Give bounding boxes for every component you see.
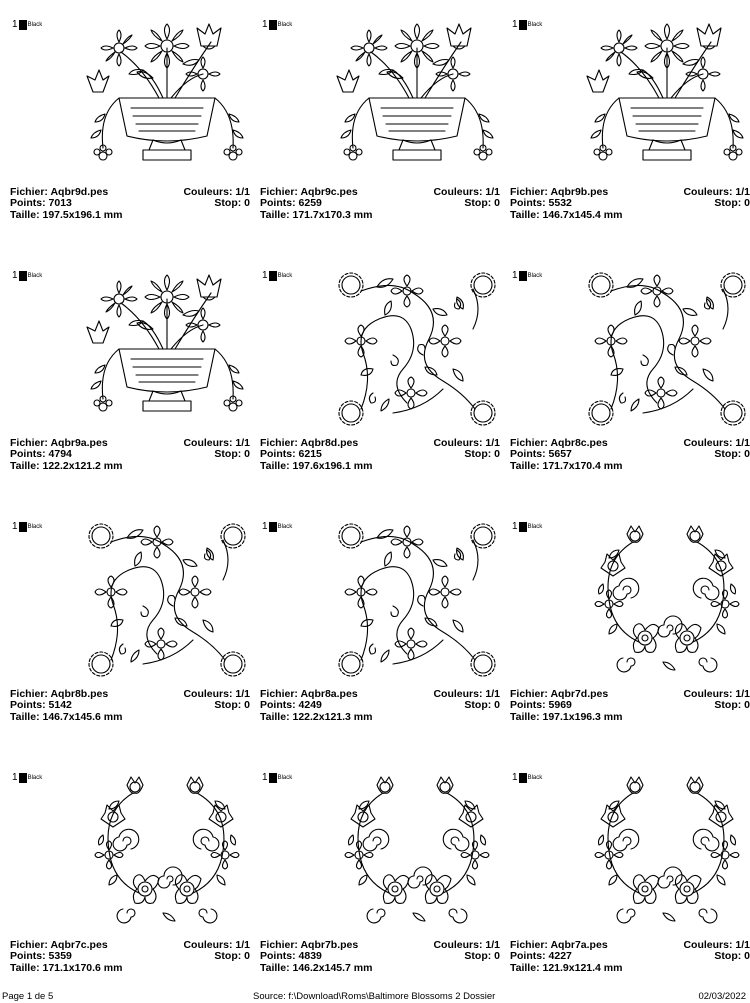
design-info [260,940,500,974]
design-card [260,251,500,496]
color-number: 1 [12,19,18,30]
color-number: 1 [262,772,268,783]
stop-line: Stop: 0 [464,197,500,210]
color-key [512,772,542,784]
color-number: 1 [512,772,518,783]
file-line: Fichier: Aqbr9c.pes [260,186,358,198]
stop-value: 0 [744,197,750,210]
colors-value: 1/1 [235,186,250,198]
stop-value: 0 [244,448,250,461]
file-name: Aqbr7b.pes [300,939,359,951]
stop-value: 0 [244,950,250,963]
size-line: Taille: 197.5x196.1 mm [10,208,123,221]
points-value: 4839 [298,950,322,963]
color-key [12,19,42,31]
points-line: Points: 4794 [10,448,72,461]
size-line: Taille: 122.2x121.3 mm [260,710,373,723]
design-info [10,940,250,974]
size-value: 197.1x196.3 mm [542,710,623,723]
size-line: Taille: 122.2x121.2 mm [10,459,123,472]
size-line: Taille: 121.9x121.4 mm [510,961,623,974]
points-value: 4249 [298,699,322,712]
file-line: Fichier: Aqbr8a.pes [260,688,358,700]
color-swatch [519,773,527,783]
points-line: Points: 5657 [510,448,572,461]
file-name: Aqbr9d.pes [50,186,109,198]
size-value: 171.1x170.6 mm [42,961,123,974]
colors-line: Couleurs: 1/1 [683,939,750,951]
points-line: Points: 7013 [10,197,72,210]
color-name: Black [277,524,293,530]
size-value: 122.2x121.2 mm [42,459,123,472]
stop-line: Stop: 0 [214,197,250,210]
colors-line: Couleurs: 1/1 [433,939,500,951]
color-swatch [269,773,277,783]
size-value: 122.2x121.3 mm [292,710,373,723]
design-card [510,251,750,496]
color-key [12,270,42,282]
points-value: 5359 [48,950,72,963]
color-swatch [19,522,27,532]
color-name: Black [277,273,293,279]
vase-bouquet-icon [83,269,251,429]
color-number: 1 [262,270,268,281]
file-name: Aqbr7a.pes [550,939,608,951]
points-value: 7013 [48,197,72,210]
colors-line: Couleurs: 1/1 [183,186,250,198]
stop-value: 0 [244,699,250,712]
color-name: Black [277,22,293,28]
floral-vine-square-icon [333,520,501,680]
color-key [12,521,42,533]
colors-line: Couleurs: 1/1 [433,688,500,700]
color-key [262,521,292,533]
size-value: 146.2x145.7 mm [292,961,373,974]
colors-value: 1/1 [485,939,500,951]
colors-value: 1/1 [235,437,250,449]
stop-value: 0 [744,699,750,712]
design-card [510,753,750,998]
file-line: Fichier: Aqbr8d.pes [260,437,359,449]
print-date: 02/03/2022 [698,991,746,1002]
file-line: Fichier: Aqbr9b.pes [510,186,609,198]
points-value: 4794 [48,448,72,461]
design-card [10,251,250,496]
color-swatch [269,20,277,30]
color-name: Black [27,775,43,781]
color-number: 1 [512,270,518,281]
colors-value: 1/1 [735,437,750,449]
points-value: 4227 [548,950,572,963]
color-number: 1 [512,521,518,532]
stop-line: Stop: 0 [464,950,500,963]
design-info [510,187,750,221]
size-value: 197.5x196.1 mm [42,208,123,221]
file-name: Aqbr7c.pes [50,939,108,951]
color-name: Black [527,775,543,781]
color-key [12,772,42,784]
colors-value: 1/1 [735,186,750,198]
points-line: Points: 6215 [260,448,322,461]
page-number: Page 1 de 5 [2,991,54,1002]
color-swatch [269,271,277,281]
colors-value: 1/1 [735,688,750,700]
file-name: Aqbr9a.pes [50,437,108,449]
color-swatch [519,271,527,281]
color-swatch [19,271,27,281]
size-value: 146.7x145.6 mm [42,710,123,723]
color-swatch [19,773,27,783]
colors-value: 1/1 [485,186,500,198]
design-info [260,689,500,723]
vase-bouquet-icon [583,18,750,178]
size-value: 121.9x121.4 mm [542,961,623,974]
color-key [512,19,542,31]
design-info [510,438,750,472]
design-info [10,438,250,472]
file-line: Fichier: Aqbr7d.pes [510,688,609,700]
colors-line: Couleurs: 1/1 [183,939,250,951]
size-value: 146.7x145.4 mm [542,208,623,221]
colors-line: Couleurs: 1/1 [683,186,750,198]
color-name: Black [27,273,43,279]
stop-line: Stop: 0 [214,448,250,461]
design-info [260,187,500,221]
size-line: Taille: 171.7x170.3 mm [260,208,373,221]
size-line: Taille: 197.1x196.3 mm [510,710,623,723]
design-info [10,187,250,221]
design-info [510,689,750,723]
size-line: Taille: 197.6x196.1 mm [260,459,373,472]
design-card [260,753,500,998]
size-line: Taille: 146.7x145.6 mm [10,710,123,723]
color-name: Black [27,22,43,28]
colors-value: 1/1 [485,437,500,449]
file-name: Aqbr8c.pes [550,437,608,449]
color-swatch [269,522,277,532]
points-value: 5532 [548,197,572,210]
vase-bouquet-icon [333,18,501,178]
file-line: Fichier: Aqbr7a.pes [510,939,608,951]
colors-value: 1/1 [235,939,250,951]
floral-wreath-icon [583,520,750,680]
points-value: 5969 [548,699,572,712]
size-line: Taille: 146.7x145.4 mm [510,208,623,221]
points-value: 5657 [548,448,572,461]
design-card [10,0,250,245]
floral-wreath-icon [583,771,750,931]
stop-value: 0 [494,950,500,963]
design-card [10,753,250,998]
page-footer [0,990,750,1003]
floral-wreath-icon [333,771,501,931]
file-name: Aqbr9c.pes [300,186,358,198]
colors-line: Couleurs: 1/1 [433,186,500,198]
color-name: Black [277,775,293,781]
color-swatch [19,20,27,30]
size-line: Taille: 171.7x170.4 mm [510,459,623,472]
color-swatch [519,20,527,30]
points-line: Points: 5142 [10,699,72,712]
colors-line: Couleurs: 1/1 [683,437,750,449]
color-key [512,270,542,282]
size-value: 171.7x170.4 mm [542,459,623,472]
design-card [260,502,500,747]
color-number: 1 [12,521,18,532]
design-info [10,689,250,723]
color-key [262,772,292,784]
stop-line: Stop: 0 [714,448,750,461]
stop-line: Stop: 0 [464,448,500,461]
colors-line: Couleurs: 1/1 [433,437,500,449]
color-name: Black [527,273,543,279]
points-line: Points: 6259 [260,197,322,210]
colors-value: 1/1 [485,688,500,700]
stop-value: 0 [244,197,250,210]
file-name: Aqbr8b.pes [50,688,109,700]
colors-value: 1/1 [735,939,750,951]
stop-value: 0 [744,448,750,461]
color-key [262,19,292,31]
size-line: Taille: 171.1x170.6 mm [10,961,123,974]
size-line: Taille: 146.2x145.7 mm [260,961,373,974]
color-number: 1 [262,521,268,532]
color-name: Black [527,22,543,28]
design-card [510,0,750,245]
points-line: Points: 5532 [510,197,572,210]
design-card [10,502,250,747]
stop-value: 0 [494,197,500,210]
colors-line: Couleurs: 1/1 [183,437,250,449]
file-line: Fichier: Aqbr7c.pes [10,939,108,951]
source-path: Source: f:\Download\Roms\Baltimore Blossoms 2 Dossier [253,991,496,1002]
color-number: 1 [12,270,18,281]
points-value: 6259 [298,197,322,210]
floral-wreath-icon [83,771,251,931]
stop-line: Stop: 0 [714,699,750,712]
stop-line: Stop: 0 [214,699,250,712]
stop-line: Stop: 0 [714,950,750,963]
points-value: 5142 [48,699,72,712]
file-name: Aqbr8d.pes [300,437,359,449]
floral-vine-square-icon [333,269,501,429]
points-line: Points: 5359 [10,950,72,963]
file-name: Aqbr7d.pes [550,688,609,700]
design-card [510,502,750,747]
stop-value: 0 [494,699,500,712]
file-line: Fichier: Aqbr9d.pes [10,186,109,198]
floral-vine-square-icon [583,269,750,429]
size-value: 197.6x196.1 mm [292,459,373,472]
file-name: Aqbr9b.pes [550,186,609,198]
color-number: 1 [262,19,268,30]
color-swatch [519,522,527,532]
colors-line: Couleurs: 1/1 [683,688,750,700]
stop-line: Stop: 0 [714,197,750,210]
file-name: Aqbr8a.pes [300,688,358,700]
color-key [512,521,542,533]
color-number: 1 [12,772,18,783]
vase-bouquet-icon [83,18,251,178]
color-name: Black [27,524,43,530]
design-info [260,438,500,472]
design-info [510,940,750,974]
color-key [262,270,292,282]
file-line: Fichier: Aqbr8c.pes [510,437,608,449]
stop-value: 0 [744,950,750,963]
points-line: Points: 4249 [260,699,322,712]
file-line: Fichier: Aqbr7b.pes [260,939,359,951]
floral-vine-square-icon [83,520,251,680]
file-line: Fichier: Aqbr9a.pes [10,437,108,449]
color-name: Black [527,524,543,530]
design-card [260,0,500,245]
points-line: Points: 5969 [510,699,572,712]
stop-value: 0 [494,448,500,461]
points-value: 6215 [298,448,322,461]
color-number: 1 [512,19,518,30]
stop-line: Stop: 0 [214,950,250,963]
file-line: Fichier: Aqbr8b.pes [10,688,109,700]
colors-line: Couleurs: 1/1 [183,688,250,700]
points-line: Points: 4227 [510,950,572,963]
colors-value: 1/1 [235,688,250,700]
stop-line: Stop: 0 [464,699,500,712]
size-value: 171.7x170.3 mm [292,208,373,221]
points-line: Points: 4839 [260,950,322,963]
